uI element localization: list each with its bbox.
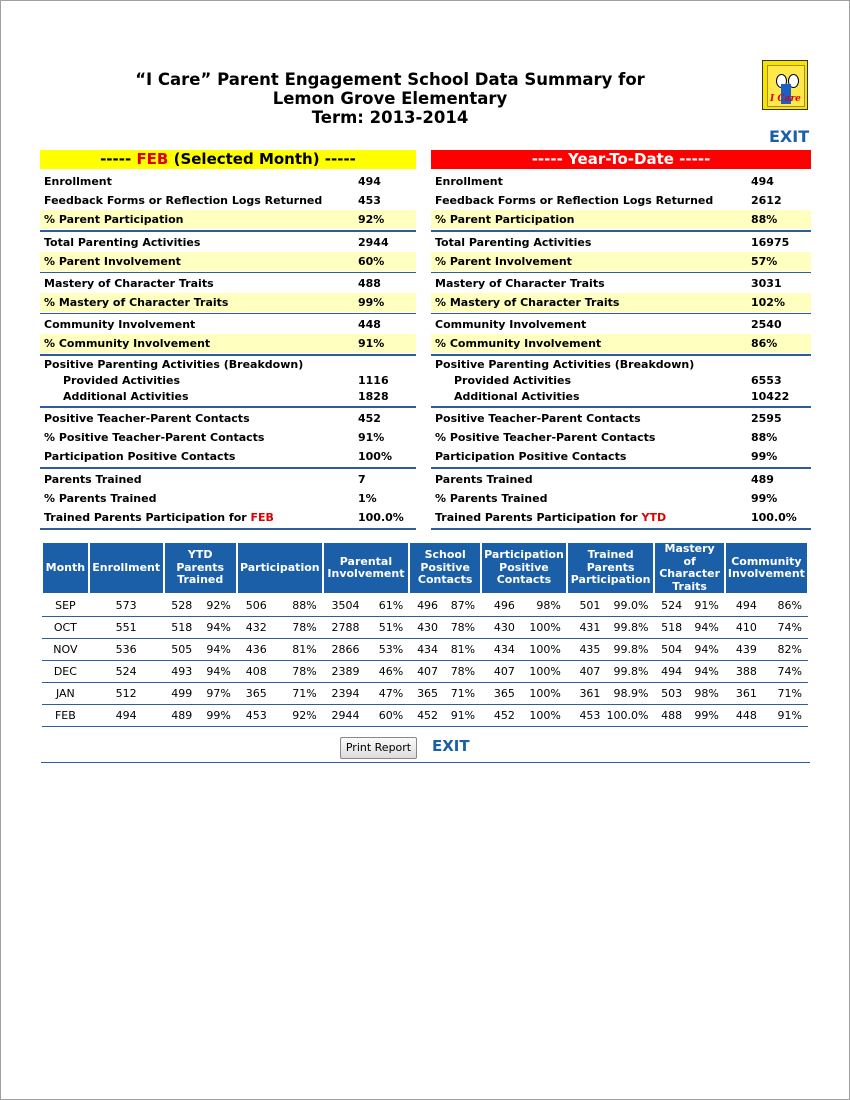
- table-row: [42, 594, 808, 617]
- table-cell: 98.9%: [606, 683, 654, 705]
- divider: [431, 406, 811, 408]
- month-cell: FEB: [42, 705, 89, 727]
- table-cell: 410: [725, 617, 763, 639]
- row-mastery-pct: % Mastery of Character Traits 99%: [40, 293, 416, 312]
- column-header: Enrollment: [89, 542, 164, 594]
- table-cell: 100%: [521, 683, 567, 705]
- table-row: [42, 661, 808, 683]
- title-line-1: “I Care” Parent Engagement School Data Summary for: [135, 70, 645, 89]
- table-cell: 94%: [688, 639, 725, 661]
- table-cell: 2389: [323, 661, 366, 683]
- table-cell: 53%: [366, 639, 410, 661]
- table-cell: 99.8%: [606, 617, 654, 639]
- table-cell: 365: [481, 683, 521, 705]
- table-cell: 518: [164, 617, 199, 639]
- row-total-activities: Total Parenting Activities 16975: [435, 236, 790, 249]
- row-breakdown: Positive Parenting Activities (Breakdown): [44, 358, 304, 371]
- table-cell: 361: [567, 683, 607, 705]
- table-cell: 91%: [763, 705, 808, 727]
- divider: [431, 272, 811, 273]
- table-cell: 494: [654, 661, 688, 683]
- row-trained-participation: Trained Parents Participation for FEB 100.0%: [44, 511, 404, 524]
- table-cell: 435: [567, 639, 607, 661]
- table-cell: 94%: [198, 661, 237, 683]
- row-mastery: Mastery of Character Traits 488: [44, 277, 381, 290]
- table-cell: 47%: [366, 683, 410, 705]
- column-header: Mastery of Character Traits: [654, 542, 724, 594]
- table-cell: 91%: [688, 594, 725, 617]
- row-participation: % Parent Participation 92%: [40, 210, 416, 229]
- table-cell: 100.0%: [606, 705, 654, 727]
- logo-mascot-icon: [767, 65, 805, 107]
- divider: [431, 528, 811, 530]
- table-header-row: [42, 542, 808, 594]
- table-cell: 99%: [198, 705, 237, 727]
- row-involvement: % Parent Involvement 60%: [40, 252, 416, 271]
- table-cell: 434: [481, 639, 521, 661]
- exit-link-top[interactable]: EXIT: [769, 127, 810, 146]
- row-contacts: Positive Teacher-Parent Contacts 2595: [435, 412, 782, 425]
- table-cell: 436: [237, 639, 273, 661]
- table-cell: 528: [164, 594, 199, 617]
- row-participation-contacts: Participation Positive Contacts 100%: [44, 450, 392, 463]
- table-cell: 97%: [198, 683, 237, 705]
- table-cell: 365: [409, 683, 444, 705]
- table-cell: 74%: [763, 661, 808, 683]
- month-cell: OCT: [42, 617, 89, 639]
- column-header: Community Involvement: [725, 542, 808, 594]
- table-cell: 94%: [688, 617, 725, 639]
- row-provided: Provided Activities 6553: [454, 374, 782, 387]
- row-community: Community Involvement 2540: [435, 318, 782, 331]
- table-cell: 60%: [366, 705, 410, 727]
- table-cell: 71%: [763, 683, 808, 705]
- divider: [41, 762, 810, 763]
- table-cell: 78%: [444, 617, 481, 639]
- row-participation-contacts: Participation Positive Contacts 99%: [435, 450, 778, 463]
- table-cell: 439: [725, 639, 763, 661]
- ytd-panel: [431, 150, 811, 531]
- i-care-logo: [762, 60, 808, 110]
- table-cell: 2394: [323, 683, 366, 705]
- table-cell: 78%: [273, 617, 323, 639]
- table-cell: 78%: [273, 661, 323, 683]
- table-cell: 503: [654, 683, 688, 705]
- table-cell: 493: [164, 661, 199, 683]
- table-cell: 94%: [688, 661, 725, 683]
- column-header: Month: [42, 542, 89, 594]
- table-cell: 46%: [366, 661, 410, 683]
- table-cell: 499: [164, 683, 199, 705]
- month-cell: NOV: [42, 639, 89, 661]
- table-cell: 99%: [688, 705, 725, 727]
- table-cell: 524: [654, 594, 688, 617]
- table-cell: 100%: [521, 617, 567, 639]
- print-report-button[interactable]: Print Report: [340, 737, 417, 759]
- table-cell: 365: [237, 683, 273, 705]
- table-cell: 2866: [323, 639, 366, 661]
- table-cell: 501: [567, 594, 607, 617]
- table-cell: 430: [409, 617, 444, 639]
- monthly-summary-table: [41, 541, 809, 727]
- table-cell: 434: [409, 639, 444, 661]
- month-panel: [40, 150, 416, 531]
- divider: [431, 313, 811, 314]
- table-row: [42, 705, 808, 727]
- divider: [40, 467, 416, 469]
- table-cell: 524: [89, 661, 164, 683]
- table-cell: 98%: [521, 594, 567, 617]
- page-title: [100, 70, 680, 127]
- column-header: Parental Involvement: [323, 542, 409, 594]
- divider: [431, 467, 811, 469]
- row-trained-participation: Trained Parents Participation for YTD 100.0%: [435, 511, 797, 524]
- row-breakdown: Positive Parenting Activities (Breakdown): [435, 358, 695, 371]
- table-cell: 94%: [198, 639, 237, 661]
- table-cell: 81%: [444, 639, 481, 661]
- divider: [40, 230, 416, 232]
- row-contacts-pct: % Positive Teacher-Parent Contacts 88%: [435, 431, 778, 444]
- table-cell: 505: [164, 639, 199, 661]
- table-cell: 407: [567, 661, 607, 683]
- row-mastery-pct: % Mastery of Character Traits 102%: [431, 293, 811, 312]
- exit-link-bottom[interactable]: EXIT: [432, 737, 470, 755]
- title-line-3: Term: 2013-2014: [311, 108, 469, 127]
- table-cell: 51%: [366, 617, 410, 639]
- divider: [40, 313, 416, 314]
- table-cell: 78%: [444, 661, 481, 683]
- row-trained-pct: % Parents Trained 99%: [435, 492, 778, 505]
- divider: [431, 230, 811, 232]
- table-row: [42, 683, 808, 705]
- month-panel-header: ----- FEB (Selected Month) -----: [40, 150, 416, 169]
- row-feedback: Feedback Forms or Reflection Logs Returned 2612: [435, 194, 782, 207]
- table-cell: 432: [237, 617, 273, 639]
- table-cell: 453: [237, 705, 273, 727]
- table-cell: 91%: [444, 705, 481, 727]
- row-provided: Provided Activities 1116: [63, 374, 389, 387]
- table-cell: 452: [481, 705, 521, 727]
- table-cell: 452: [409, 705, 444, 727]
- table-cell: 496: [481, 594, 521, 617]
- table-cell: 430: [481, 617, 521, 639]
- table-cell: 82%: [763, 639, 808, 661]
- column-header: School Positive Contacts: [409, 542, 481, 594]
- table-cell: 99.0%: [606, 594, 654, 617]
- table-cell: 506: [237, 594, 273, 617]
- table-cell: 61%: [366, 594, 410, 617]
- row-feedback: Feedback Forms or Reflection Logs Returned 453: [44, 194, 381, 207]
- table-cell: 573: [89, 594, 164, 617]
- table-cell: 518: [654, 617, 688, 639]
- divider: [40, 272, 416, 273]
- table-cell: 3504: [323, 594, 366, 617]
- table-cell: 99.8%: [606, 661, 654, 683]
- row-enrollment: Enrollment 494: [435, 175, 774, 188]
- table-cell: 494: [89, 705, 164, 727]
- table-cell: 2788: [323, 617, 366, 639]
- row-contacts-pct: % Positive Teacher-Parent Contacts 91%: [44, 431, 385, 444]
- month-cell: DEC: [42, 661, 89, 683]
- table-cell: 536: [89, 639, 164, 661]
- row-community: Community Involvement 448: [44, 318, 381, 331]
- title-line-2: Lemon Grove Elementary: [272, 89, 508, 108]
- row-involvement: % Parent Involvement 57%: [431, 252, 811, 271]
- table-cell: 81%: [273, 639, 323, 661]
- table-cell: 99.8%: [606, 639, 654, 661]
- table-cell: 87%: [444, 594, 481, 617]
- table-cell: 489: [164, 705, 199, 727]
- row-community-pct: % Community Involvement 91%: [40, 334, 416, 353]
- column-header: YTD Parents Trained: [164, 542, 237, 594]
- table-cell: 2944: [323, 705, 366, 727]
- row-trained: Parents Trained 489: [435, 473, 774, 486]
- logo-text: I Care: [770, 94, 801, 104]
- row-trained: Parents Trained 7: [44, 473, 366, 486]
- table-cell: 494: [725, 594, 763, 617]
- column-header: Trained Parents Participation: [567, 542, 655, 594]
- table-cell: 408: [237, 661, 273, 683]
- row-total-activities: Total Parenting Activities 2944: [44, 236, 389, 249]
- row-mastery: Mastery of Character Traits 3031: [435, 277, 782, 290]
- table-cell: 512: [89, 683, 164, 705]
- table-cell: 551: [89, 617, 164, 639]
- divider: [40, 406, 416, 408]
- table-cell: 448: [725, 705, 763, 727]
- divider: [40, 528, 416, 530]
- table-cell: 453: [567, 705, 607, 727]
- table-cell: 92%: [273, 705, 323, 727]
- table-cell: 496: [409, 594, 444, 617]
- row-trained-pct: % Parents Trained 1%: [44, 492, 377, 505]
- table-cell: 100%: [521, 705, 567, 727]
- table-cell: 388: [725, 661, 763, 683]
- table-cell: 92%: [198, 594, 237, 617]
- table-cell: 86%: [763, 594, 808, 617]
- divider: [40, 354, 416, 356]
- divider: [431, 354, 811, 356]
- table-cell: 100%: [521, 639, 567, 661]
- table-row: [42, 639, 808, 661]
- table-cell: 407: [481, 661, 521, 683]
- table-cell: 431: [567, 617, 607, 639]
- table-cell: 488: [654, 705, 688, 727]
- column-header: Participation: [237, 542, 323, 594]
- table-cell: 88%: [273, 594, 323, 617]
- column-header: Participation Positive Contacts: [481, 542, 567, 594]
- row-additional: Additional Activities 10422: [454, 390, 790, 403]
- table-cell: 504: [654, 639, 688, 661]
- table-cell: 74%: [763, 617, 808, 639]
- row-participation: % Parent Participation 88%: [431, 210, 811, 229]
- table-cell: 98%: [688, 683, 725, 705]
- row-enrollment: Enrollment 494: [44, 175, 381, 188]
- table-cell: 71%: [444, 683, 481, 705]
- month-cell: SEP: [42, 594, 89, 617]
- row-contacts: Positive Teacher-Parent Contacts 452: [44, 412, 381, 425]
- table-cell: 94%: [198, 617, 237, 639]
- table-row: [42, 617, 808, 639]
- row-additional: Additional Activities 1828: [63, 390, 389, 403]
- table-cell: 407: [409, 661, 444, 683]
- row-community-pct: % Community Involvement 86%: [431, 334, 811, 353]
- selected-month: FEB: [136, 150, 169, 168]
- table-cell: 100%: [521, 661, 567, 683]
- table-cell: 361: [725, 683, 763, 705]
- month-cell: JAN: [42, 683, 89, 705]
- table-cell: 71%: [273, 683, 323, 705]
- ytd-panel-header: ----- Year-To-Date -----: [431, 150, 811, 169]
